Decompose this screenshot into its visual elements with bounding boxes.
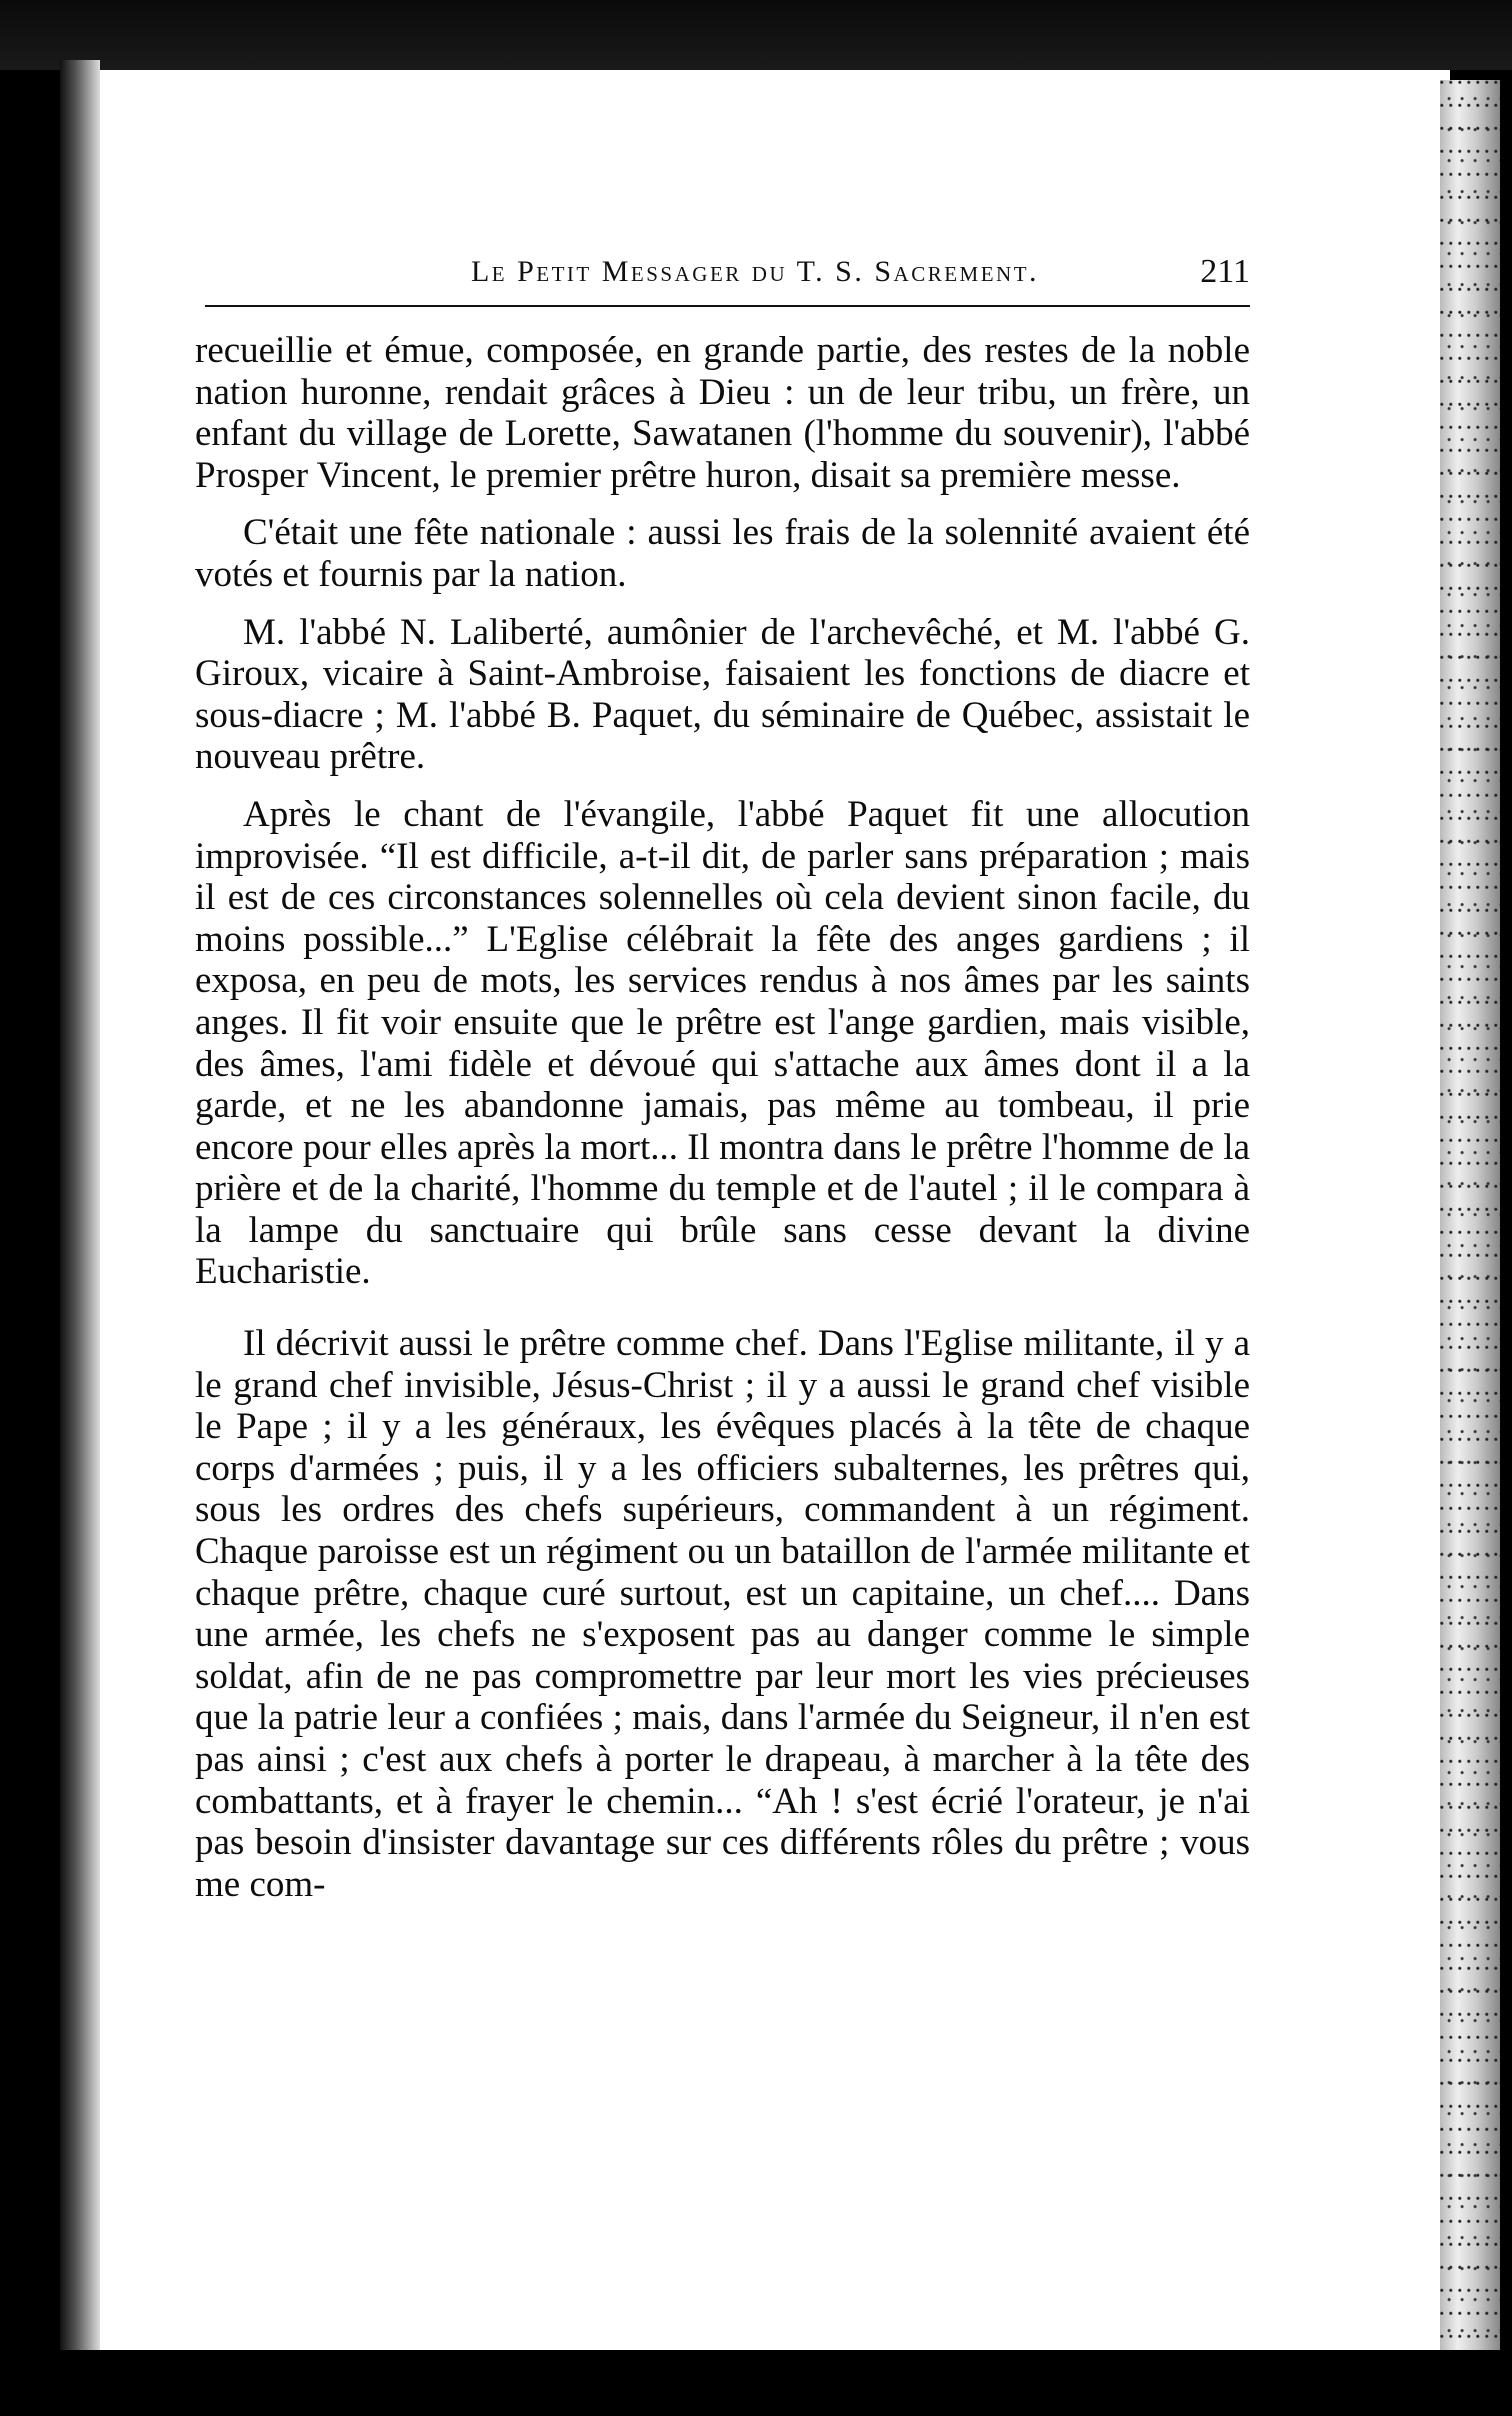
page-edge-left — [60, 60, 100, 2350]
paragraph-allocution: Après le chant de l'évangile, l'abbé Paquet fit une allocution improvisée. “Il est difficile, a-t-il dit, de parler sans préparation ; mais il est de ces circonstances solennelles où cela devient sinon facile, du moins possible...” L'Eglise célébrait la fête des anges gardiens ; il exposa, en peu de mots, les services rendus à nos âmes par les saints anges. Il fit voir ensuite que le prêtre est l'ange gardien, mais visible, des âmes, l'ami fidèle et dévoué qui s'attache aux âmes dont il a la garde, et ne les abandonne jamais, pas même au tombeau, il prie encore pour elles après la mort... Il montra dans le prêtre l'homme de la prière et de la charité, l'homme du temple et de l'autel ; il le compara à la lampe du sanctuaire qui brûle sans cesse devant la divine Eucharistie. — [195, 793, 1250, 1293]
paragraph-officiants: M. l'abbé N. Laliberté, aumônier de l'archevêché, et M. l'abbé G. Giroux, vicaire à Saint-Ambroise, faisaient les fonctions de diacre et sous-diacre ; M. l'abbé B. Paquet, du séminaire de Québec, assistait le nouveau prêtre. — [195, 611, 1250, 778]
running-header — [205, 255, 1250, 325]
paragraph-fete-nationale: C'était une fête nationale : aussi les frais de la solennité avaient été votés et fournis par la nation. — [195, 512, 1250, 595]
scan-background — [0, 0, 1512, 70]
header-rule — [205, 305, 1250, 307]
page-number: 211 — [1200, 253, 1250, 290]
running-title: Le Petit Messager du T. S. Sacrement. — [470, 255, 1040, 288]
paragraph-continuation: recueillie et émue, composée, en grande partie, des restes de la noble nation huronne, rendait grâces à Dieu : un de leur tribu, un frère, un enfant du village de Lorette, Sawatanen (l'homme du souvenir), l'abbé Prosper Vincent, le premier prêtre huron, disait sa première messe. — [195, 330, 1250, 496]
body-text — [195, 330, 1250, 1905]
page-edge-right — [1440, 80, 1500, 2350]
paragraph-pretre-chef: Il décrivit aussi le prêtre comme chef. Dans l'Eglise militante, il y a le grand chef invisible, Jésus-Christ ; il y a aussi le grand chef visible le Pape ; il y a les généraux, les évêques placés à la tête de chaque corps d'armées ; puis, il y a les officiers subalternes, les prêtres qui, sous les ordres des chefs supérieurs, commandent à un régiment. Chaque paroisse est un régiment ou un bataillon de l'armée militante et chaque prêtre, chaque curé surtout, est un capitaine, un chef.... Dans une armée, les chefs ne s'exposent pas au danger comme le simple soldat, afin de ne pas compromettre par leur mort les vies précieuses que la patrie leur a confiées ; mais, dans l'armée du Seigneur, il n'en est pas ainsi ; c'est aux chefs à porter le drapeau, à marcher à la tête des combattants, et à frayer le chemin... “Ah ! s'est écrié l'orateur, je n'ai pas besoin d'insister davantage sur ces différents rôles du prêtre ; vous me com- — [195, 1323, 1250, 1905]
